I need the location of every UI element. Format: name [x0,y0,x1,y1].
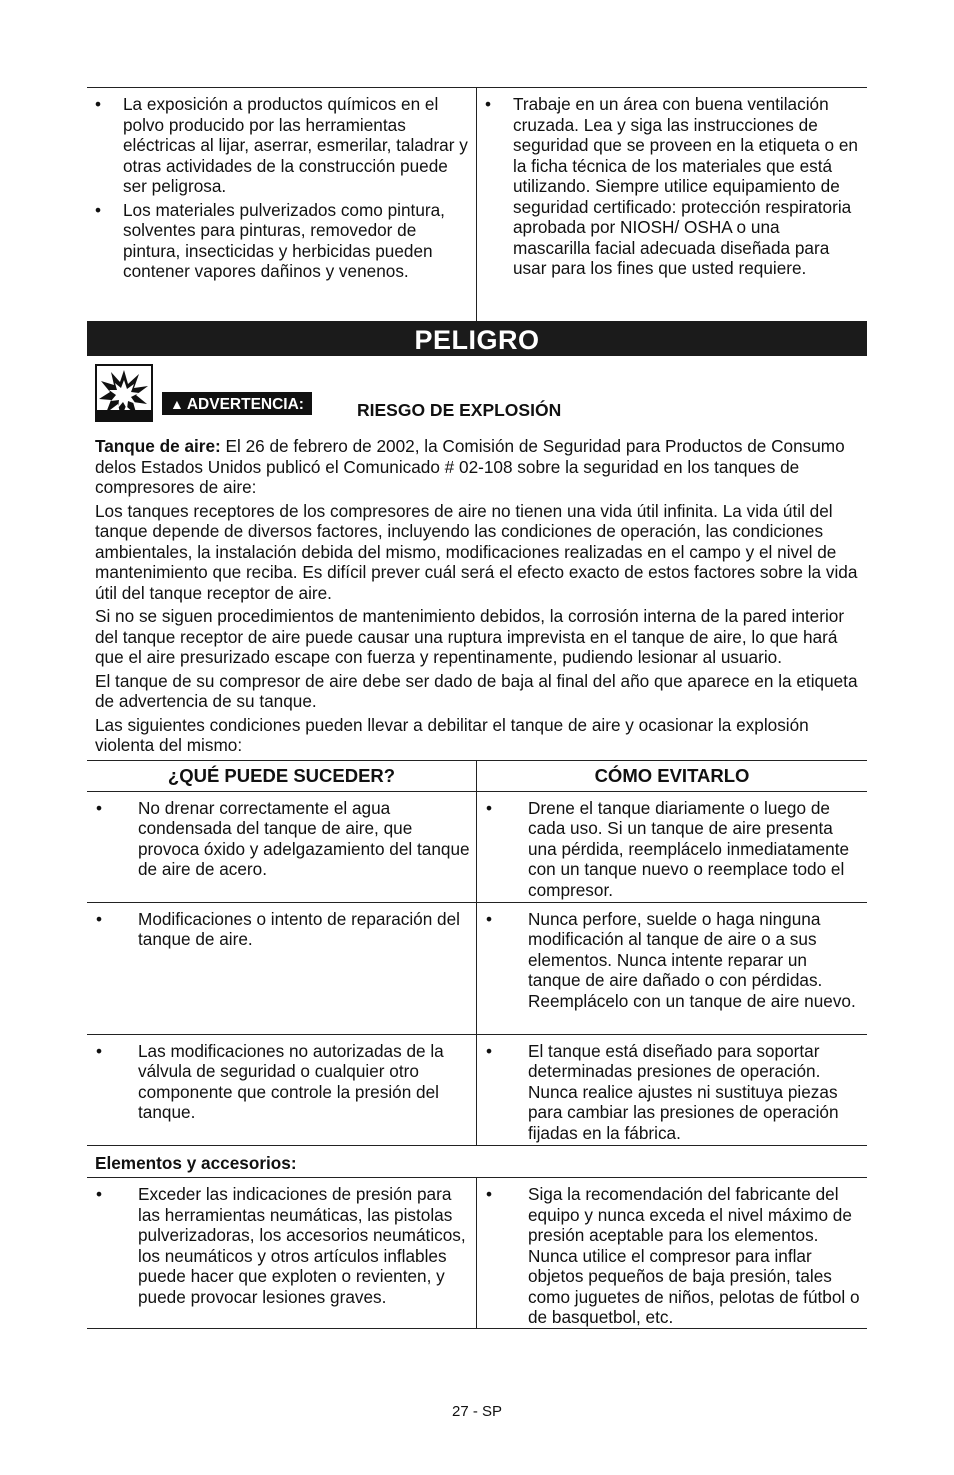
table-row [87,1035,867,1145]
paragraph: Los tanques receptores de los compresores de aire no tienen una vida útil infinita. La vida útil del tanque depende de diversos factores, incluyendo las condiciones de operación, las condiciones ambientales, la instalación debida del mismo, modificaciones realizadas en el campo y el nivel de mantenimiento que reciba. Es difícil prever cuál será el efecto exacto de estos factores sobre la vida útil del tanque receptor de aire. [95,500,858,603]
column-header-how: CÓMO EVITARLO [594,764,750,786]
bullet: • [96,797,103,818]
cell-how: El tanque está diseñado para soportar determinadas presiones de operación. Nunca realice ajustes ni sustituya piezas para cambiar las presiones de operación fijadas en la fábrica. [528,1040,839,1143]
bullet: • [96,908,103,929]
cell-what: Las modificaciones no autorizadas de la válvula de seguridad o cualquier otro componente que controle la presión del tanque. [138,1040,444,1122]
page-number: 27 - SP [451,1403,503,1420]
intro-text [87,426,867,756]
cell-what: No drenar correctamente el agua condensada del tanque de aire, que provoca óxido y adelgazamiento del tanque de aire de acero. [138,797,470,879]
intro-lead [95,436,859,498]
bullet: • [486,1040,493,1061]
warning-badge [162,392,312,415]
intro-lead-bold: Tanque de aire: [95,436,221,456]
bullet: • [95,94,102,114]
cell-how: Nunca perfore, suelde o haga ninguna modificación al tanque de aire o a sus elementos. Nunca intente reparar un tanque de aire dañado o con pérdidas. Reemplácelo con un tanque de aire nuevo. [528,908,856,1011]
table-row [87,1178,867,1328]
explosion-icon [95,364,153,422]
paragraph: Las siguientes condiciones pueden llevar a debilitar el tanque de aire y ocasionar la explosión violenta del mismo: [95,714,809,755]
list-item [95,200,468,282]
table-subheading: Elementos y accesorios: [95,1152,297,1173]
paragraph: Si no se siguen procedimientos de mantenimiento debidos, la corrosión interna de la pared interior del tanque receptor de aire puede causar una ruptura imprevista en el tanque de aire, lo que hará que el aire presurizado escape con fuerza y repentinamente, pudiendo lesionar al usuario. [95,606,845,667]
table-header [87,761,867,791]
bullet: • [486,1184,493,1204]
list-item [95,94,468,197]
list-item-text: La exposición a productos químicos en el polvo producido por las herramientas eléctricas al lijar, aserrar, esmerilar, taladrar y otras actividades de la construcción puede ser peligrosa. [123,94,468,196]
table-row [87,792,867,902]
cell-what: Exceder las indicaciones de presión para las herramientas neumáticas, las pistolas pulverizadoras, los accesorios neumáticos, los neumáticos y otros artículos inflables puede hacer que exploten o revienten, y puede provocar lesiones graves. [138,1184,466,1307]
top-section [87,88,867,321]
hazard-title: RIESGO DE EXPLOSIÓN [357,400,562,420]
cell-how: Drene el tanque diariamente o luego de cada uso. Si un tanque de aire presenta una pérdida, reemplácelo inmediatamente con un tanque nuevo o reemplace todo el compresor. [528,797,850,900]
table-row [87,903,867,1034]
danger-banner: PELIGRO [87,321,867,356]
bullet: • [486,908,493,929]
bullet: • [96,1184,103,1204]
bullet: • [486,797,493,818]
list-item [485,94,859,279]
bullet: • [95,199,102,220]
warning-badge-label: ADVERTENCIA: [186,396,304,413]
top-right-column [477,88,867,321]
list-item-text: Trabaje en un área con buena ventilación cruzada. Lea y siga las instrucciones de seguridad que se proveen en la etiqueta o en la ficha técnica de los materiales que está utilizando. Siempre utilice equipamiento de seguridad certificado: protección respiratoria aprobada por NIOSH/ OSHA o una mascarilla facial adecuada diseñada para usar para los fines que usted requiere. [513,94,858,278]
cell-how: Siga la recomendación del fabricante del equipo y nunca exceda el nivel máximo de presión aceptable para los elementos. Nunca utilice el compresor para inflar objetos pequeños de baja presión, tales como juguetes de niños, pelotas de fútbol o de basquetbol, etc. [528,1184,860,1327]
warning-triangle-icon: ▲ [170,396,184,412]
bullet: • [485,94,492,114]
warning-header [87,356,867,426]
intro-lead-text: El 26 de febrero de 2002, la Comisión de Seguridad para Productos de Consumo delos Estados Unidos publicó el Comunicado # 02-108 sobre la seguridad en los tanques de compresores de aire: [95,436,845,497]
page [87,87,867,1329]
list-item-text: Los materiales pulverizados como pintura, solventes para pinturas, removedor de pintura, insecticidas y herbicidas pueden contener vapores dañinos y venenos. [123,199,445,281]
bullet: • [96,1040,103,1061]
cell-what: Modificaciones o intento de reparación del tanque de aire. [138,908,460,949]
hazard-table [87,760,867,1330]
paragraph: El tanque de su compresor de aire debe ser dado de baja al final del año que aparece en la etiqueta de advertencia de su tanque. [95,670,858,711]
top-left-column [87,88,477,321]
column-header-what: ¿QUÉ PUEDE SUCEDER? [87,761,477,791]
